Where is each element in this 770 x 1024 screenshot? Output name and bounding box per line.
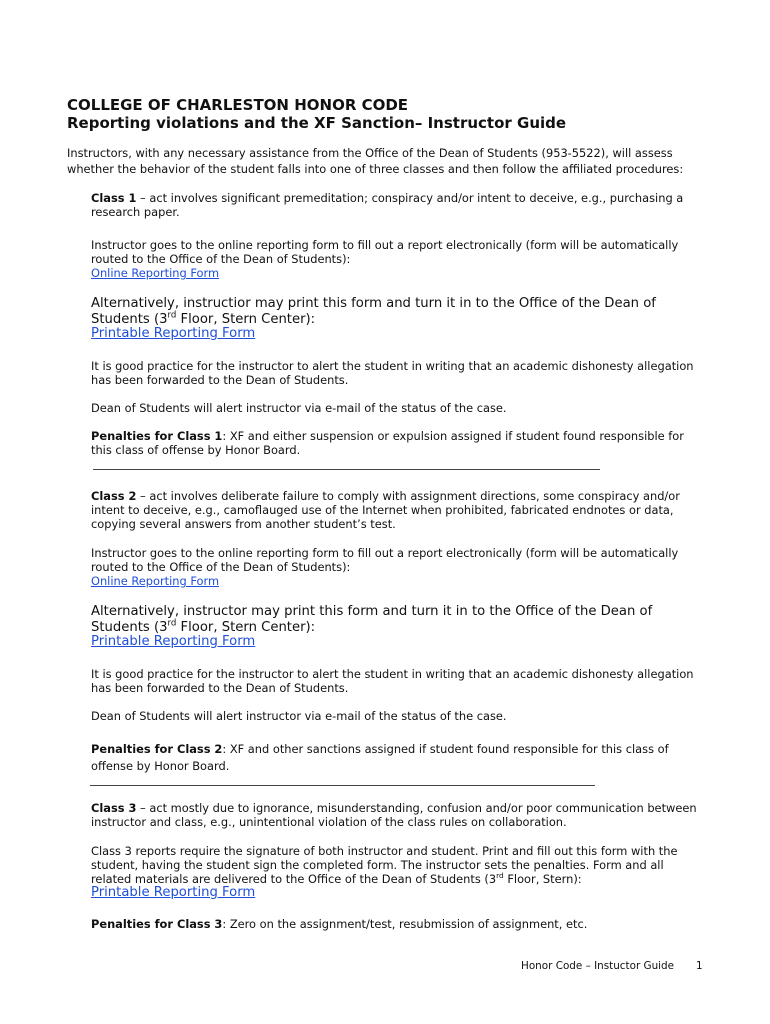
class1-penalty-label: Penalties for Class 1 [91,429,223,443]
class1-alt-text: Alternatively, instructior may print this form and turn it in to the Office of the Dean of Students (3 [91,296,656,327]
class1-dean-note: Dean of Students will alert instructor via e-mail of the status of the case. [91,401,507,415]
class1-alt-text-end: Floor, Stern Center): [176,312,316,327]
class1-description [91,191,701,219]
class2-practice-note: It is good practice for the instructor to alert the student in writing that an academic dishonesty allegation has been forwarded to the Dean of Students. [91,667,694,695]
class3-penalties [91,917,701,931]
class1-penalties [91,429,701,457]
class2-penalties [91,741,701,775]
class1-alternative-paragraph [91,296,711,328]
class1-label: Class 1 [91,191,137,205]
class1-penalty-text: : XF and either suspension or expulsion assigned if student found responsible for this class of offense by Honor Board. [91,429,684,457]
class2-alternative-paragraph [91,604,711,636]
intro-paragraph: Instructors, with any necessary assistance from the Office of the Dean of Students (953-5522), will assess whether the behavior of the student falls into one of three classes and then follow the affiliated procedures: [67,146,684,176]
class3-desc-text: – act mostly due to ignorance, misunderstanding, confusion and/or poor communication between instructor and class, e.g., unintentional violation of the class rules on collaboration. [91,801,697,829]
class2-alt-text-end: Floor, Stern Center): [176,620,316,635]
class3-printable-form-link[interactable]: Printable Reporting Form [91,885,256,900]
class3-description [91,801,701,829]
class3-report-instructions [91,844,701,886]
class3-label: Class 3 [91,801,137,815]
document-title: COLLEGE OF CHARLESTON HONOR CODE [67,96,409,114]
class2-alt-text: Alternatively, instructor may print this form and turn it in to the Office of the Dean of Students (3 [91,604,653,635]
divider-2 [90,785,595,786]
class2-description [91,489,701,531]
class2-online-instructions: Instructor goes to the online reporting form to fill out a report electronically (form will be automatically routed to the Office of the Dean of Students): [91,546,679,574]
class1-practice-note: It is good practice for the instructor to alert the student in writing that an academic dishonesty allegation has been forwarded to the Dean of Students. [91,359,694,387]
class2-penalty-text: : XF and other sanctions assigned if student found responsible for this class of offense by Honor Board. [91,742,669,773]
class2-penalty-label: Penalties for Class 2 [91,742,223,756]
class2-desc-text: – act involves deliberate failure to comply with assignment directions, some conspiracy and/or intent to deceive, e.g., camoflauged use of the Internet when prohibited, fabricated endnotes or data, copying several answers from another student’s test. [91,489,680,531]
class2-label: Class 2 [91,489,137,503]
class2-alt-sup: rd [167,618,177,629]
class3-penalty-text: : Zero on the assignment/test, resubmission of assignment, etc. [222,917,588,931]
divider-1 [93,469,600,470]
class3-reports-text: Class 3 reports require the signature of both instructor and student. Print and fill out this form with the student, having the student sign the completed form. The instructor sets the penalties. Form and all related materials are delivered to the Office of the Dean of Students (3 [91,844,678,886]
class3-penalty-label: Penalties for Class 3 [91,917,223,931]
class2-online-reporting-link[interactable]: Online Reporting Form [91,574,220,588]
class1-printable-form-link[interactable]: Printable Reporting Form [91,326,256,341]
class1-online-reporting-link[interactable]: Online Reporting Form [91,266,220,280]
class1-desc-text: – act involves significant premeditation; conspiracy and/or intent to deceive, e.g., purchasing a research paper. [91,191,684,219]
class2-printable-form-link[interactable]: Printable Reporting Form [91,634,256,649]
document-subtitle: Reporting violations and the XF Sanction– Instructor Guide [67,114,567,132]
class1-alt-sup: rd [167,310,177,321]
class2-dean-note: Dean of Students will alert instructor via e-mail of the status of the case. [91,709,507,723]
page-number: 1 [696,960,703,972]
class3-reports-text-end: Floor, Stern): [503,872,582,886]
class3-reports-sup: rd [496,871,504,881]
footer-text: Honor Code – Instuctor Guide [521,960,675,972]
class1-online-instructions: Instructor goes to the online reporting form to fill out a report electronically (form will be automatically routed to the Office of the Dean of Students): [91,238,679,266]
